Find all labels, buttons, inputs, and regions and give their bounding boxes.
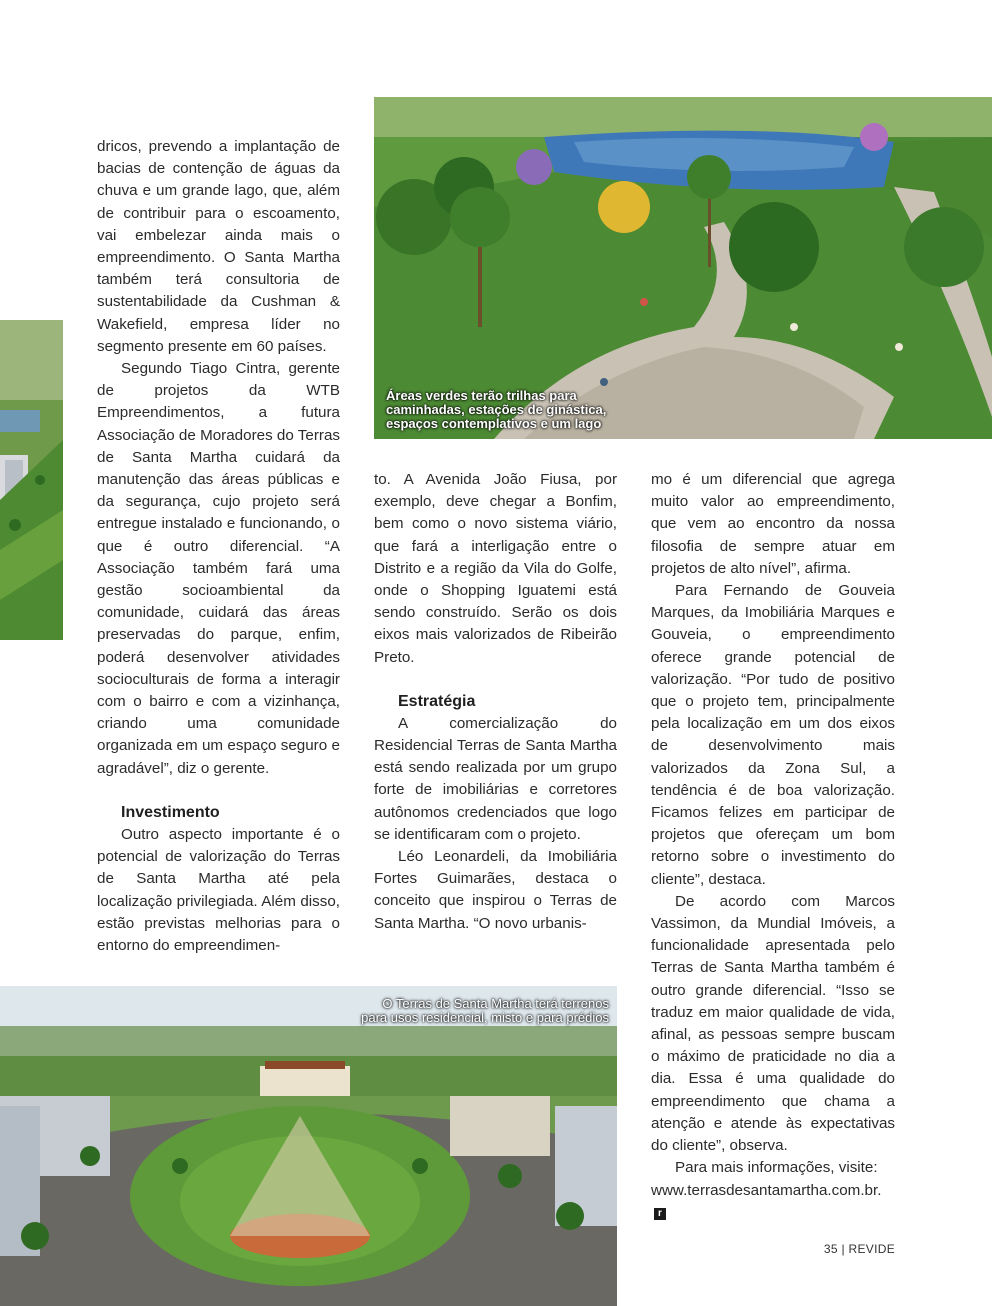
aerial-caption-line: para usos residencial, misto e para prédios	[361, 1010, 609, 1025]
park-caption	[386, 389, 606, 431]
page-number: 35	[823, 1242, 838, 1256]
article-column-1	[97, 136, 340, 957]
article-column-2	[374, 469, 617, 935]
left-edge-photo	[0, 320, 63, 640]
aerial-caption	[361, 997, 609, 1025]
footer-separator: |	[841, 1242, 845, 1256]
paragraph: mo é um diferencial que agrega muito valor ao empreendimento, que vem ao encontro da nossa filosofia de sempre atuar em projetos de alto nível”, afirma.	[651, 471, 895, 577]
park-caption-line: espaços contemplativos e um lago	[386, 416, 602, 431]
paragraph: De acordo com Marcos Vassimon, da Mundial Imóveis, a funcionalidade apresentada pelo Terras de Santa Martha também é outro grande diferencial. “Isso se traduz em maior qualidade de vida, afinal, as pessoas sempre buscam o máximo de praticidade no dia a dia. Essa é uma qualidade do empreendimento que chama a atenção e atende às expectativas do cliente”, observa.	[651, 892, 895, 1155]
paragraph: Para Fernando de Gouveia Marques, da Imobiliária Marques e Gouveia, o empreendimento oferece grande potencial de valorização. “Por tudo de positivo que o projeto tem, principalmente pela localização em um dos eixos de desenvolvimento mais valorizados da Zona Sul, a tendência é de boa valorização. Ficamos felizes em participar de projetos que ofereçam um bom retorno sobre o investimento do cliente”, destaca.	[651, 582, 895, 888]
section-heading: Estratégia	[398, 692, 476, 710]
park-caption-line: Áreas verdes terão trilhas para	[386, 388, 577, 403]
paragraph: Para mais informações, visite:	[675, 1159, 878, 1177]
aerial-photo	[0, 986, 617, 1306]
paragraph: Segundo Tiago Cintra, gerente de projetos da WTB Empreendimentos, a futura Associação de Moradores do Terras de Santa Martha cuidará da manutenção das áreas públicas e da segurança, cujo projeto será entregue instalado e funcionando, o que é outro diferencial. “A Associação também fará uma gestão socioambiental da comunidade, cuidará das áreas preservadas do parque, enfim, poderá desenvolver atividades socioculturais de forma a interagir com o bairro e com a vizinhança, criando uma comunidade organizada em um espaço seguro e agradável”, diz o gerente.	[97, 360, 340, 777]
page-footer	[824, 1242, 895, 1256]
aerial-caption-line: O Terras de Santa Martha terá terrenos	[382, 996, 609, 1011]
magazine-name: REVIDE	[848, 1242, 895, 1256]
website-line	[651, 1180, 895, 1224]
paragraph: to. A Avenida João Fiusa, por exemplo, deve chegar a Bonfim, bem como o novo sistema viário, que fará a interligação entre o Distrito e a região da Vila do Golfe, onde o Shopping Iguatemi está sendo construído. Serão os dois eixos mais valorizados de Ribeirão Preto.	[374, 471, 617, 666]
end-mark-icon: r	[654, 1208, 666, 1220]
paragraph: Outro aspecto importante é o potencial de valorização do Terras de Santa Martha até pela localização privilegiada. Além disso, estão previstas melhorias para o entorno do empreendimen-	[97, 825, 340, 954]
park-caption-line: caminhadas, estações de ginástica,	[386, 402, 607, 417]
paragraph: dricos, prevendo a implantação de bacias de contenção de águas da chuva e um grande lago, que, além de contribuir para o escoamento, vai embelezar ainda mais o empreendimento. O Santa Martha também terá consultoria de sustentabilidade da Cushman & Wakefield, empresa líder no segmento presente em 60 países.	[97, 138, 340, 355]
section-heading: Investimento	[121, 803, 220, 821]
paragraph: A comercialização do Residencial Terras de Santa Martha está sendo realizada por um grupo forte de imobiliárias e corretores autônomos credenciados que logo se identificaram com o projeto.	[374, 714, 617, 843]
article-column-3	[651, 469, 895, 1224]
website-link[interactable]: www.terrasdesantamartha.com.br.	[651, 1181, 882, 1199]
paragraph: Léo Leonardeli, da Imobiliária Fortes Guimarães, destaca o conceito que inspirou o Terras de Santa Martha. “O novo urbanis-	[374, 848, 617, 932]
